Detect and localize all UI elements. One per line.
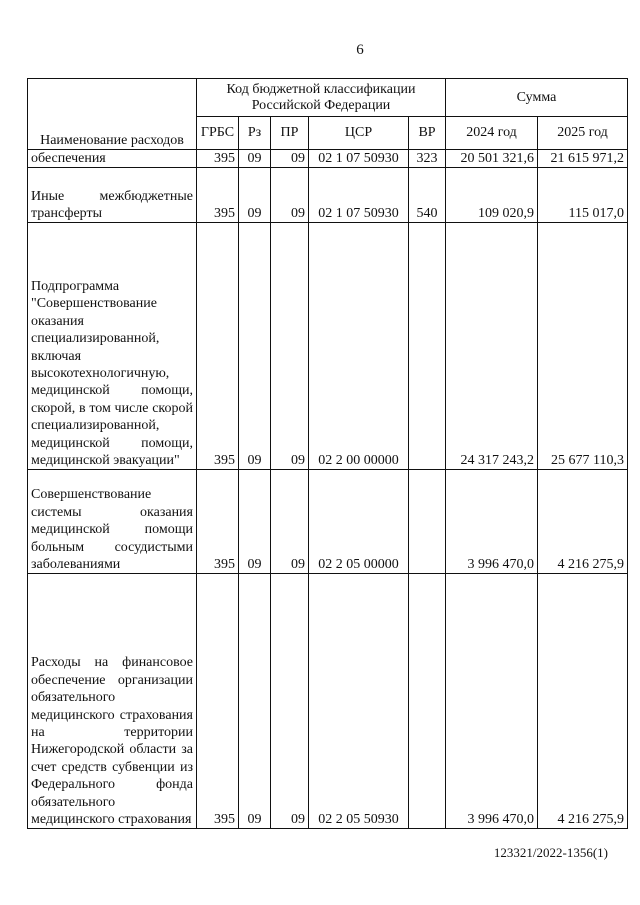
row-grbs: 395 [197,168,239,223]
header-2025: 2025 год [538,117,628,150]
row-2024: 20 501 321,6 [446,150,538,168]
row-2025: 21 615 971,2 [538,150,628,168]
row-csr: 02 1 07 50930 [309,150,409,168]
row-grbs: 395 [197,470,239,574]
row-2025: 4 216 275,9 [538,470,628,574]
document-code: 123321/2022-1356(1) [493,845,608,860]
header-rz: Рз [239,117,271,150]
header-csr: ЦСР [309,117,409,150]
table-row [28,223,628,470]
row-grbs: 395 [197,223,239,470]
row-rz: 09 [239,470,271,574]
row-grbs: 395 [197,574,239,829]
row-csr: 02 2 05 50930 [309,574,409,829]
row-pr: 09 [271,150,309,168]
header-name: Наименование расходов [28,79,197,150]
row-name: Подпрограмма "Совершенствование оказания специализированной, включая высокотехнологичную, медицинской помощи, скорой, в том числе скорой специализированной, медицинской помощи, медицинской эвакуации" [28,223,197,470]
row-grbs: 395 [197,150,239,168]
table-row [28,168,628,223]
row-2024: 24 317 243,2 [446,223,538,470]
row-pr: 09 [271,470,309,574]
row-csr: 02 2 05 00000 [309,470,409,574]
row-rz: 09 [239,223,271,470]
table-row [28,150,628,168]
row-csr: 02 1 07 50930 [309,168,409,223]
row-vr [409,470,446,574]
row-csr: 02 2 00 00000 [309,223,409,470]
page-number: 6 [356,42,364,58]
header-code-group: Код бюджетной классификации Российской Федерации [197,79,446,117]
row-vr: 323 [409,150,446,168]
row-name: Иные межбюджетные трансферты [28,168,197,223]
header-sum-group: Сумма [446,79,628,117]
row-name: Совершенствование системы оказания медицинской помощи больным сосудистыми заболеваниями [28,470,197,574]
row-2025: 4 216 275,9 [538,574,628,829]
header-pr: ПР [271,117,309,150]
table-row [28,470,628,574]
header-grbs: ГРБС [197,117,239,150]
row-rz: 09 [239,150,271,168]
row-name: обеспечения [28,150,197,168]
row-2024: 109 020,9 [446,168,538,223]
row-pr: 09 [271,168,309,223]
header-2024: 2024 год [446,117,538,150]
row-2025: 115 017,0 [538,168,628,223]
table-row [28,574,628,829]
row-2024: 3 996 470,0 [446,470,538,574]
row-vr [409,574,446,829]
row-rz: 09 [239,574,271,829]
row-pr: 09 [271,574,309,829]
row-name: Расходы на финансовое обеспечение организации обязательного медицинского страхования на территории Нижегородской области за счет средств субвенции из Федерального фонда обязательного медицинского страхования [28,574,197,829]
row-2025: 25 677 110,3 [538,223,628,470]
budget-table [27,78,628,829]
row-2024: 3 996 470,0 [446,574,538,829]
row-pr: 09 [271,223,309,470]
header-vr: ВР [409,117,446,150]
row-vr [409,223,446,470]
row-rz: 09 [239,168,271,223]
row-vr: 540 [409,168,446,223]
